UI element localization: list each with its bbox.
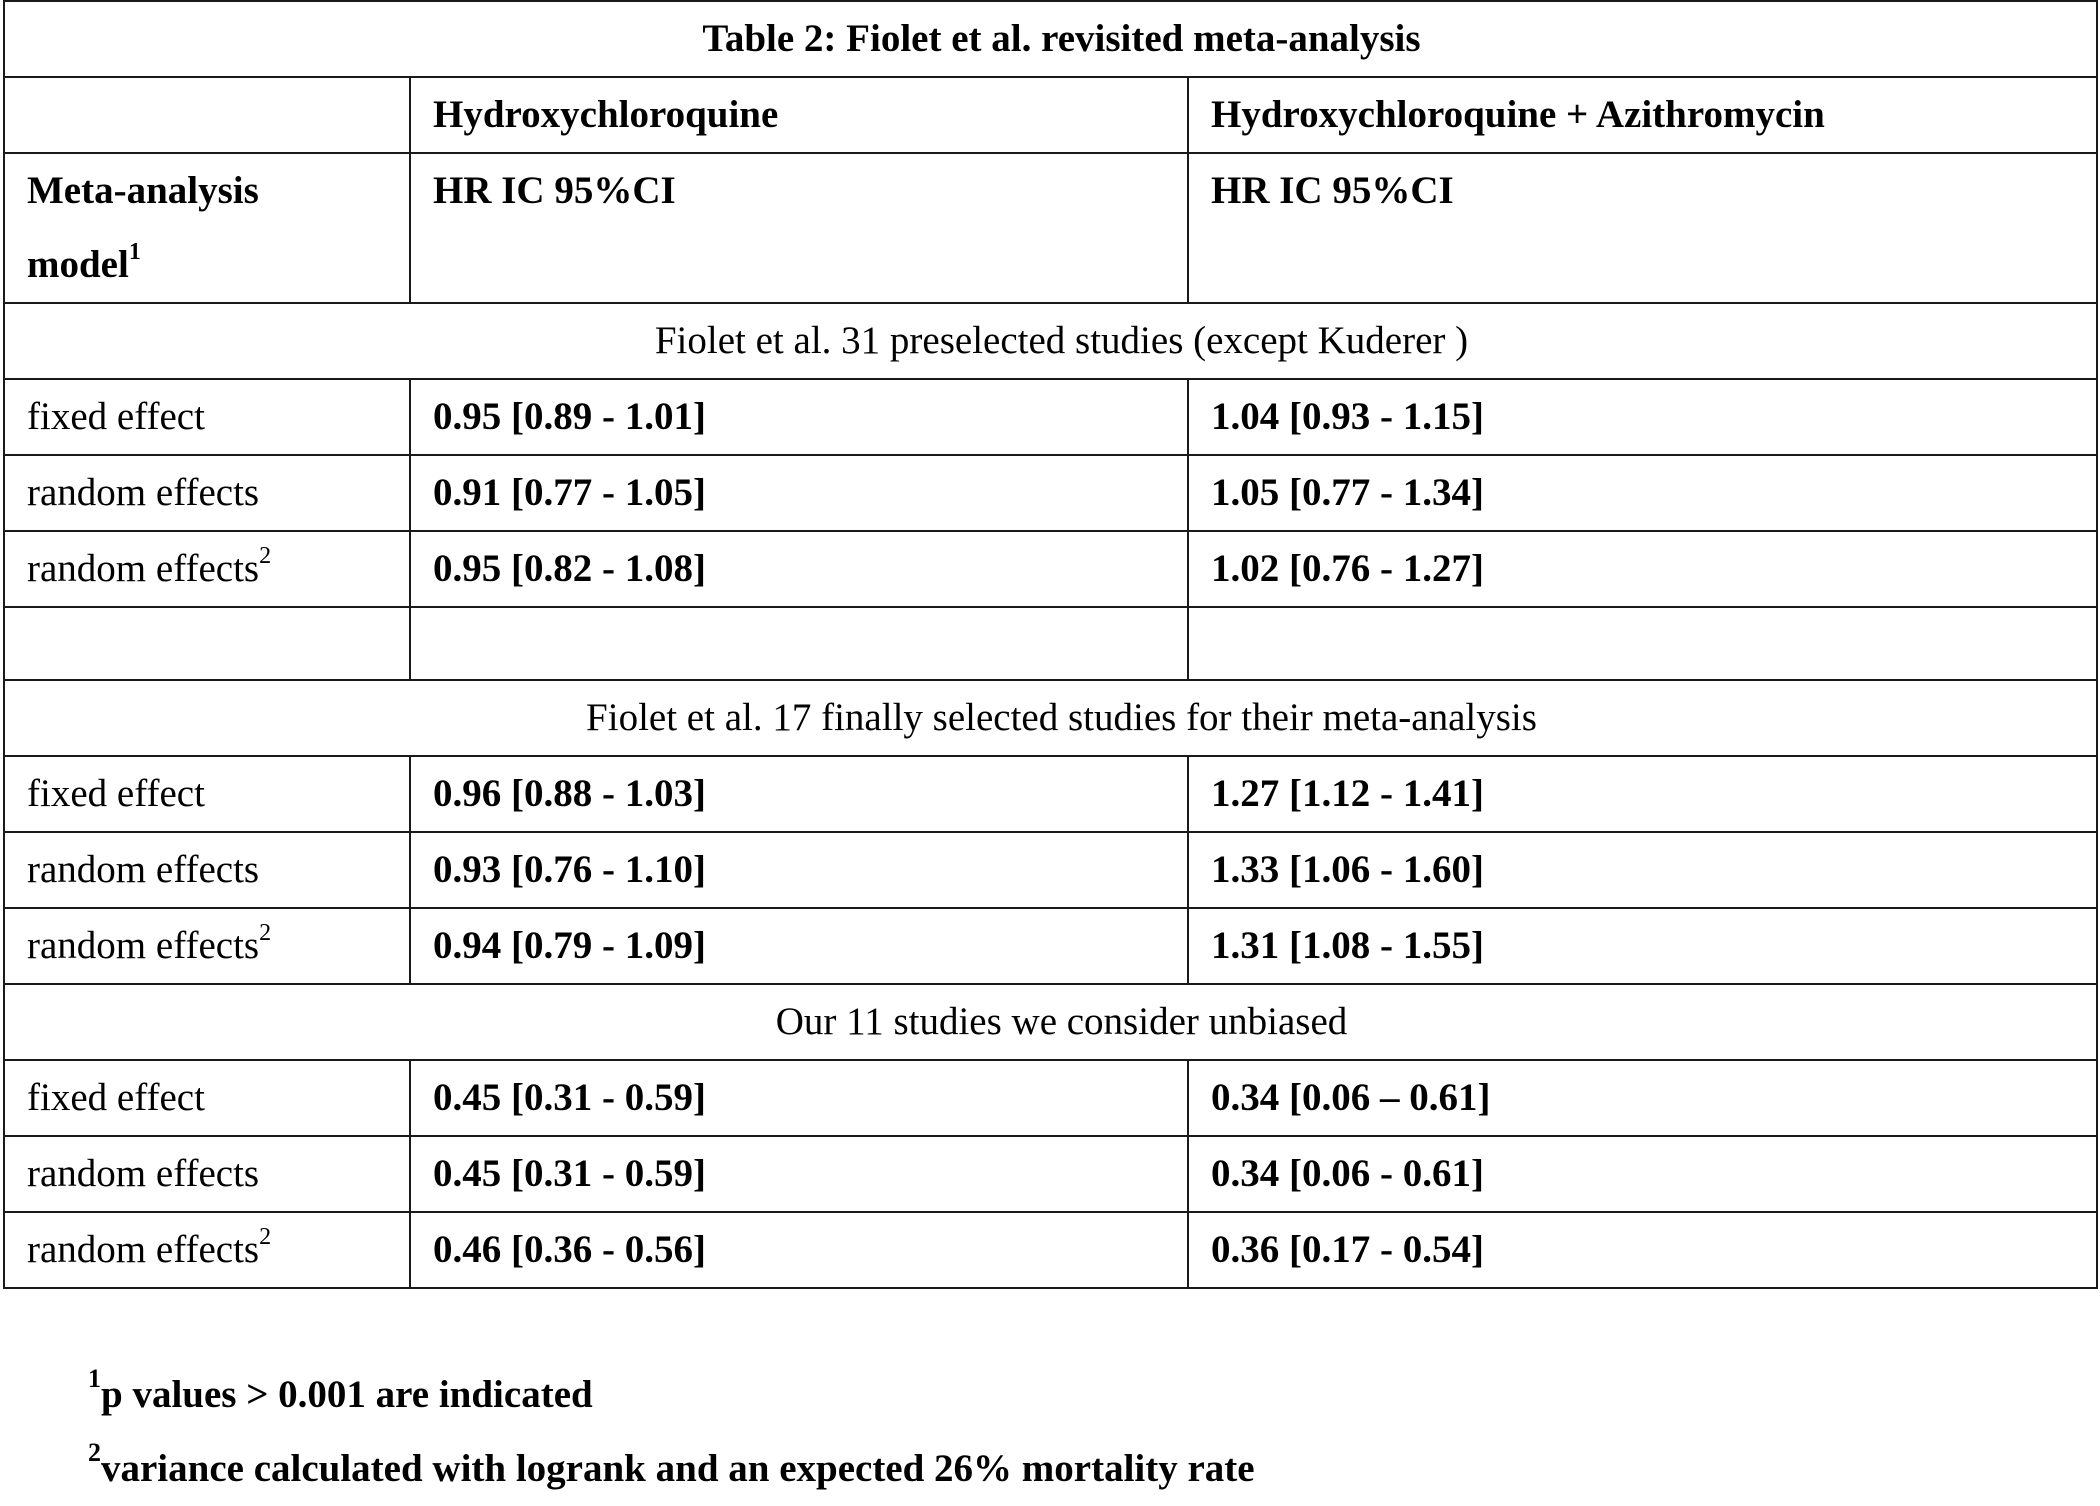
hcq-azi-value: 1.31 [1.08 - 1.55] [1188, 908, 2097, 984]
model-cell [4, 455, 410, 531]
header-row [4, 77, 2097, 153]
model-label-line2: model [27, 243, 129, 286]
section-title-row [4, 984, 2097, 1060]
footnote-text: variance calculated with logrank and an expected 26% mortality rate [101, 1447, 1255, 1490]
hcq-value: 0.45 [0.31 - 0.59] [410, 1060, 1188, 1136]
hcq-value: 0.91 [0.77 - 1.05] [410, 455, 1188, 531]
footnote-marker: 2 [88, 1438, 101, 1467]
hcq-value: 0.95 [0.82 - 1.08] [410, 531, 1188, 607]
hcq-azi-value: 1.02 [0.76 - 1.27] [1188, 531, 2097, 607]
section-title-row [4, 303, 2097, 379]
hcq-azi-value: 1.04 [0.93 - 1.15] [1188, 379, 2097, 455]
table-row [4, 908, 2097, 984]
footnote [88, 1432, 1255, 1506]
model-sup: 2 [259, 1224, 272, 1250]
hcq-azi-value: 0.34 [0.06 - 0.61] [1188, 1136, 2097, 1212]
section-title-row [4, 680, 2097, 756]
model-cell [4, 379, 410, 455]
model-cell [4, 1212, 410, 1288]
table-row [4, 756, 2097, 832]
footnotes [88, 1358, 1255, 1506]
hcq-value: 0.94 [0.79 - 1.09] [410, 908, 1188, 984]
hcq-value: 0.96 [0.88 - 1.03] [410, 756, 1188, 832]
model-name: fixed effect [27, 395, 205, 438]
subheader-hcq-ci: HR IC 95%CI [410, 153, 1188, 303]
model-cell [4, 1136, 410, 1212]
model-name: fixed effect [27, 1076, 205, 1119]
model-name: fixed effect [27, 772, 205, 815]
table-row [4, 455, 2097, 531]
model-name: random effects [27, 1228, 260, 1271]
table-row [4, 531, 2097, 607]
table-row [4, 1060, 2097, 1136]
model-cell [4, 908, 410, 984]
table-row [4, 1212, 2097, 1288]
meta-analysis-table [3, 0, 2098, 1289]
footnote-text: p values > 0.001 are indicated [101, 1373, 593, 1416]
model-cell [4, 756, 410, 832]
empty-cell [410, 607, 1188, 680]
model-name: random effects [27, 924, 260, 967]
hcq-value: 0.93 [0.76 - 1.10] [410, 832, 1188, 908]
hcq-azi-value: 0.34 [0.06 – 0.61] [1188, 1060, 2097, 1136]
section-title: Fiolet et al. 17 finally selected studies for their meta-analysis [4, 680, 2097, 756]
subheader-row [4, 153, 2097, 303]
header-model-cell [4, 153, 410, 303]
hcq-azi-value: 0.36 [0.17 - 0.54] [1188, 1212, 2097, 1288]
table-row [4, 1136, 2097, 1212]
empty-cell [1188, 607, 2097, 680]
footnote-marker: 1 [88, 1364, 101, 1393]
hcq-azi-value: 1.33 [1.06 - 1.60] [1188, 832, 2097, 908]
model-cell [4, 531, 410, 607]
subheader-hcq-azi-ci: HR IC 95%CI [1188, 153, 2097, 303]
section-title: Fiolet et al. 31 preselected studies (except Kuderer ) [4, 303, 2097, 379]
model-label-sup: 1 [128, 239, 141, 265]
model-label-line1: Meta-analysis [27, 169, 259, 212]
model-name: random effects [27, 848, 260, 891]
hcq-value: 0.45 [0.31 - 0.59] [410, 1136, 1188, 1212]
model-sup: 2 [259, 920, 272, 946]
header-hydroxychloroquine: Hydroxychloroquine [410, 77, 1188, 153]
table-title-row [4, 1, 2097, 77]
model-name: random effects [27, 471, 260, 514]
section-title: Our 11 studies we consider unbiased [4, 984, 2097, 1060]
hcq-value: 0.95 [0.89 - 1.01] [410, 379, 1188, 455]
table-row [4, 379, 2097, 455]
model-cell [4, 1060, 410, 1136]
empty-cell [4, 607, 410, 680]
model-name: random effects [27, 547, 260, 590]
model-sup: 2 [259, 543, 272, 569]
header-hydroxychloroquine-azithromycin: Hydroxychloroquine + Azithromycin [1188, 77, 2097, 153]
hcq-value: 0.46 [0.36 - 0.56] [410, 1212, 1188, 1288]
footnote [88, 1358, 1255, 1432]
table-row [4, 832, 2097, 908]
model-cell [4, 832, 410, 908]
model-name: random effects [27, 1152, 260, 1195]
hcq-azi-value: 1.27 [1.12 - 1.41] [1188, 756, 2097, 832]
table-title: Table 2: Fiolet et al. revisited meta-analysis [4, 1, 2097, 77]
empty-row [4, 607, 2097, 680]
header-empty-cell [4, 77, 410, 153]
hcq-azi-value: 1.05 [0.77 - 1.34] [1188, 455, 2097, 531]
